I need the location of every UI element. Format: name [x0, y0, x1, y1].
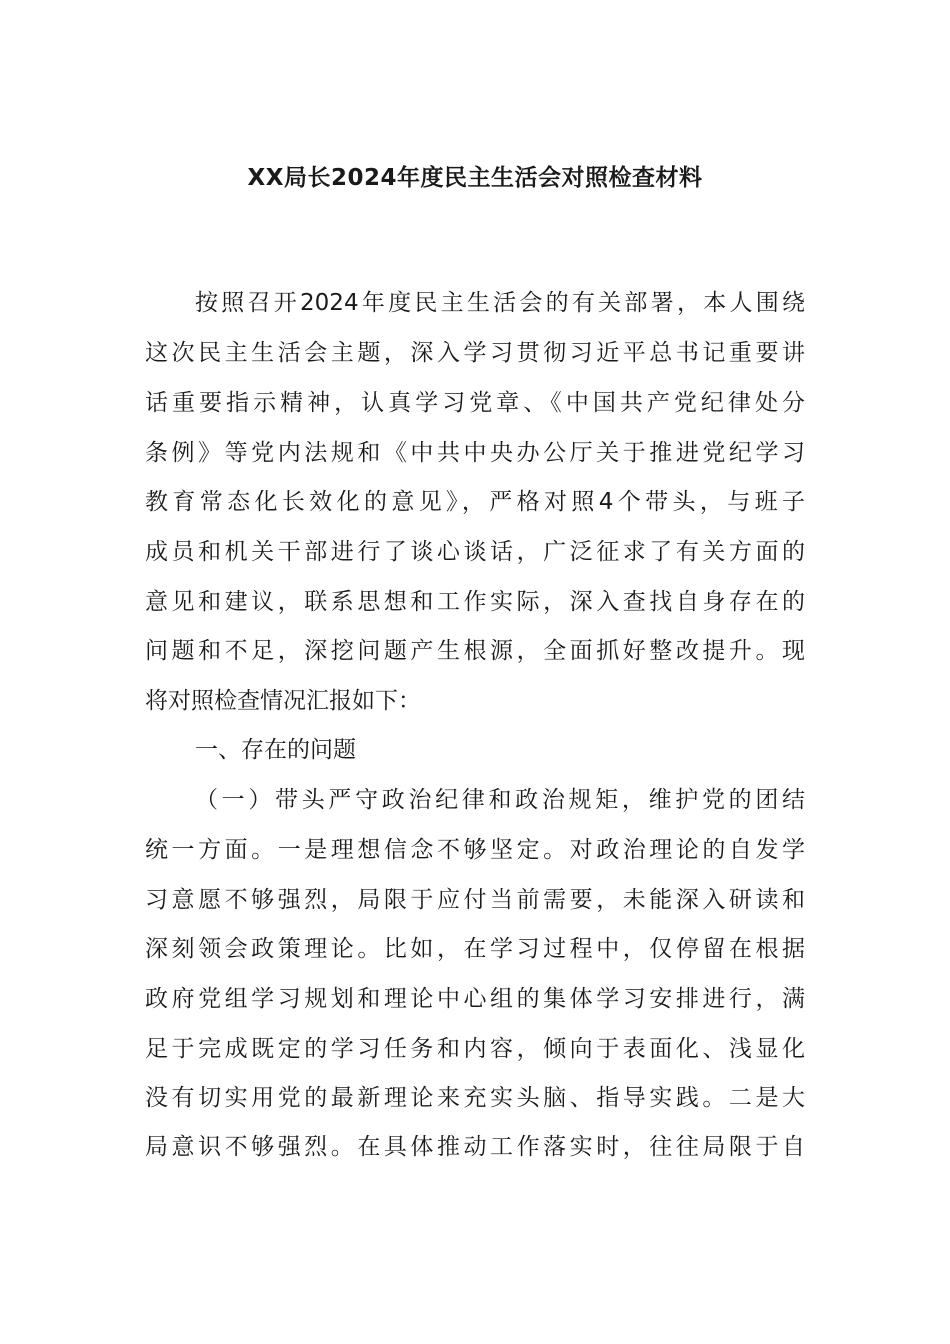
paragraph-line: 深刻领会政策理论。比如，在学习过程中，仅停留在根据: [145, 936, 805, 962]
paragraph-line: 政府党组学习规划和理论中心组的集体学习安排进行，满: [145, 986, 805, 1012]
paragraph-line: （一）带头严守政治纪律和政治规矩，维护党的团结: [195, 787, 805, 813]
paragraph-line: 足于完成既定的学习任务和内容，倾向于表面化、浅显化: [145, 1036, 805, 1062]
paragraph-line: 这次民主生活会主题，深入学习贯彻习近平总书记重要讲: [145, 340, 805, 366]
paragraph-line: 没有切实用党的最新理论来充实头脑、指导实践。二是大: [145, 1085, 805, 1111]
document-title: XX局长2024年度民主生活会对照检查材料: [247, 165, 703, 191]
paragraph-line: 习意愿不够强烈，局限于应付当前需要，未能深入研读和: [145, 887, 805, 913]
paragraph-line: 意见和建议，联系思想和工作实际，深入查找自身存在的: [145, 589, 805, 615]
section-heading: 一、存在的问题: [195, 737, 356, 763]
paragraph-line: 问题和不足，深挖问题产生根源，全面抓好整改提升。现: [145, 638, 805, 664]
paragraph-line: 教育常态化长效化的意见》，严格对照4个带头，与班子: [145, 489, 805, 515]
paragraph-line: 按照召开2024年度民主生活会的有关部署，本人围绕: [195, 290, 805, 316]
paragraph-line: 成员和机关干部进行了谈心谈话，广泛征求了有关方面的: [145, 539, 805, 565]
paragraph-line: 局意识不够强烈。在具体推动工作落实时，往往局限于自: [145, 1134, 805, 1160]
paragraph-line: 条例》等党内法规和《中共中央办公厅关于推进党纪学习: [145, 440, 805, 466]
paragraph-line: 将对照检查情况汇报如下：: [145, 688, 421, 714]
paragraph-line: 话重要指示精神，认真学习党章、《中国共产党纪律处分: [145, 390, 805, 416]
paragraph-line: 统一方面。一是理想信念不够坚定。对政治理论的自发学: [145, 837, 805, 863]
